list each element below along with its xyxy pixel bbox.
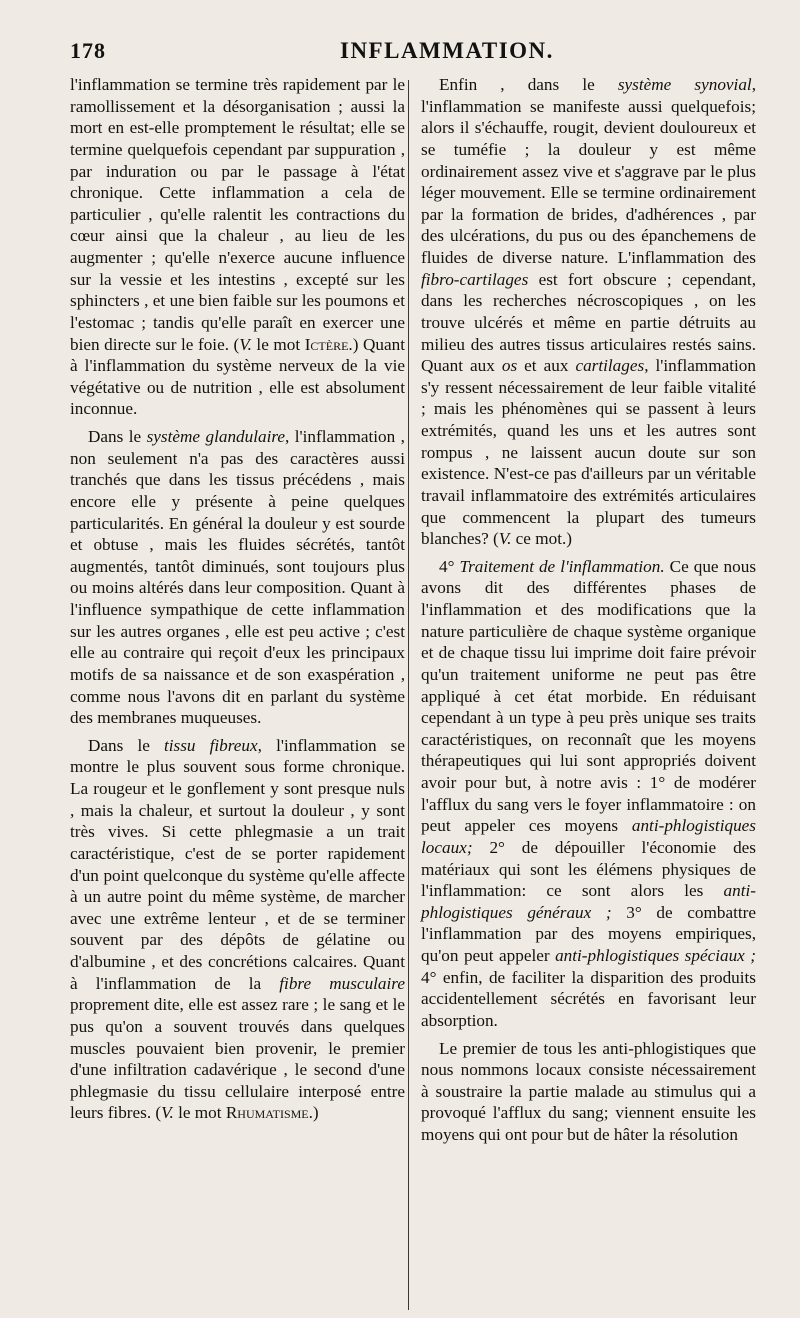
running-title: INFLAMMATION.: [340, 38, 554, 63]
paragraph-synovial-system: Enfin , dans le système synovial, l'inflammation se manifeste aussi quelquefois; alors il s'échauffe, rougit, devient douloureux et se tuméfie ; la douleur y est même ordinairement assez vive et s'aggrave par le plus léger mouvement. Elle se termine ordinairement par la formation de brides, d'adhérences , par des ulcérations, du pus ou des épanchemens de fluides de diverse nature. L'inflammation des fibro-cartilages est fort obscure ; cependant, dans les recherches nécroscopiques , on les trouve ulcérés et même en partie détruits au milieu des autres tissus articulaires restés sains. Quant aux os et aux cartilages, l'inflammation s'y ressent nécessairement de leur faible vitalité ; mais les phénomènes qui se passent à leurs extrémités, quand les uns et les autres sont rompus , ne laissent aucun doute sur son existence. N'est-ce pas d'ailleurs par un véritable travail inflammatoire des extrémités articulaires que commencent la plupart des tumeurs blanches? (V. ce mot.): [421, 75, 756, 549]
left-column: [70, 74, 405, 1124]
paragraph-cardiac-inflammation: l'inflammation se termine très rapidement par le ramollissement et la désorganisation ; aussi la mort en est-elle promptement le résultat; elle se termine quelquefois cependant par suppuration , par induration ou par le passage à l'état chronique. Cette inflammation a cela de particulier , qu'elle ralentit les contractions du cœur ainsi que la chaleur , au lieu de les augmenter ; qu'elle n'exerce aucune influence sur la vessie et les intestins , excepté sur les sphincters , et une bien faible sur les poumons et l'estomac ; tandis qu'elle paraît en exercer une bien directe sur le foie. (V. le mot Ictère.) Quant à l'inflammation du système nerveux de la vie végétative ou de nutrition , elle est absolument inconnue.: [70, 75, 405, 419]
right-column: [421, 74, 756, 1146]
paragraph-glandular-system: Dans le système glandulaire, l'inflammation , non seulement n'a pas des caractères aussi tranchés que dans les tissus précédens , mais encore elle y présente à peine quelques particularités. En général la douleur y est sourde et obtuse , mais les fluides sécrétés, tantôt augmentés, tantôt diminués, sont toujours plus ou moins altérés dans leur composition. Quant à l'influence sympathique de cette inflammation sur les autres organes , elle est peu active ; c'est elle au contraire qui reçoit d'eux les principaux motifs de sa naissance et de son exaspération , comme nous l'avons dit en parlant du système des membranes muqueuses.: [70, 427, 405, 728]
page-header: [70, 38, 770, 68]
paragraph-local-antiphlogistics: Le premier de tous les anti-phlogistiques que nous nommons locaux consiste nécessairement à soustraire la partie malade au stimulus qui a provoqué l'afflux du sang; viennent ensuite les moyens qui ont pour but de hâter la résolution: [421, 1038, 756, 1144]
column-divider: [408, 80, 409, 1310]
page-number: 178: [70, 38, 106, 63]
paragraph-treatment: 4° Traitement de l'inflammation. Ce que nous avons dit des différentes phases de l'inflammation et des modifications que la nature particulière de chaque système organique et de chaque tissu lui imprime doit faire prévoir qu'un traitement uniforme ne peut pas être appliqué à cet état morbide. En réduisant cependant à un type à peu près unique ses traits caractéristiques, on reconnaît que les moyens thérapeutiques qui lui sont appropriés doivent avoir pour but, à notre avis : 1° de modérer l'afflux du sang vers le foyer inflammatoire : on peut appeler ces moyens anti-phlogistiques locaux; 2° de dépouiller l'économie des matériaux qui sont les élémens physiques de l'inflammation: ce sont alors les anti-phlogistiques généraux ; 3° de combattre l'inflammation par des moyens empiriques, qu'on peut appeler anti-phlogistiques spéciaux ; 4° enfin, de faciliter la disparition des produits accidentellement sécrétés en favorisant leur absorption.: [421, 556, 757, 1030]
paragraph-fibrous-tissue: Dans le tissu fibreux, l'inflammation se montre le plus souvent sous forme chronique. La rougeur et le gonflement y sont presque nuls , mais la chaleur, et surtout la douleur , y sont très vives. Si cette phlegmasie a un trait caractéristique, c'est de se porter rapidement d'un point quelconque du système qu'elle affecte à un autre point du même système, de marcher avec une extrême lenteur , et de se terminer souvent par des dépôts de gélatine ou d'albumine , et des concrétions calcaires. Quant à l'inflammation de la fibre musculaire proprement dite, elle est assez rare ; le sang et le pus qu'on a souvent trouvés dans quelques muscles pouvaient bien provenir, le premier d'une infiltration cadavérique , le second d'une phlegmasie du tissu cellulaire interposé entre leurs fibres. (V. le mot Rhumatisme.): [70, 735, 405, 1123]
